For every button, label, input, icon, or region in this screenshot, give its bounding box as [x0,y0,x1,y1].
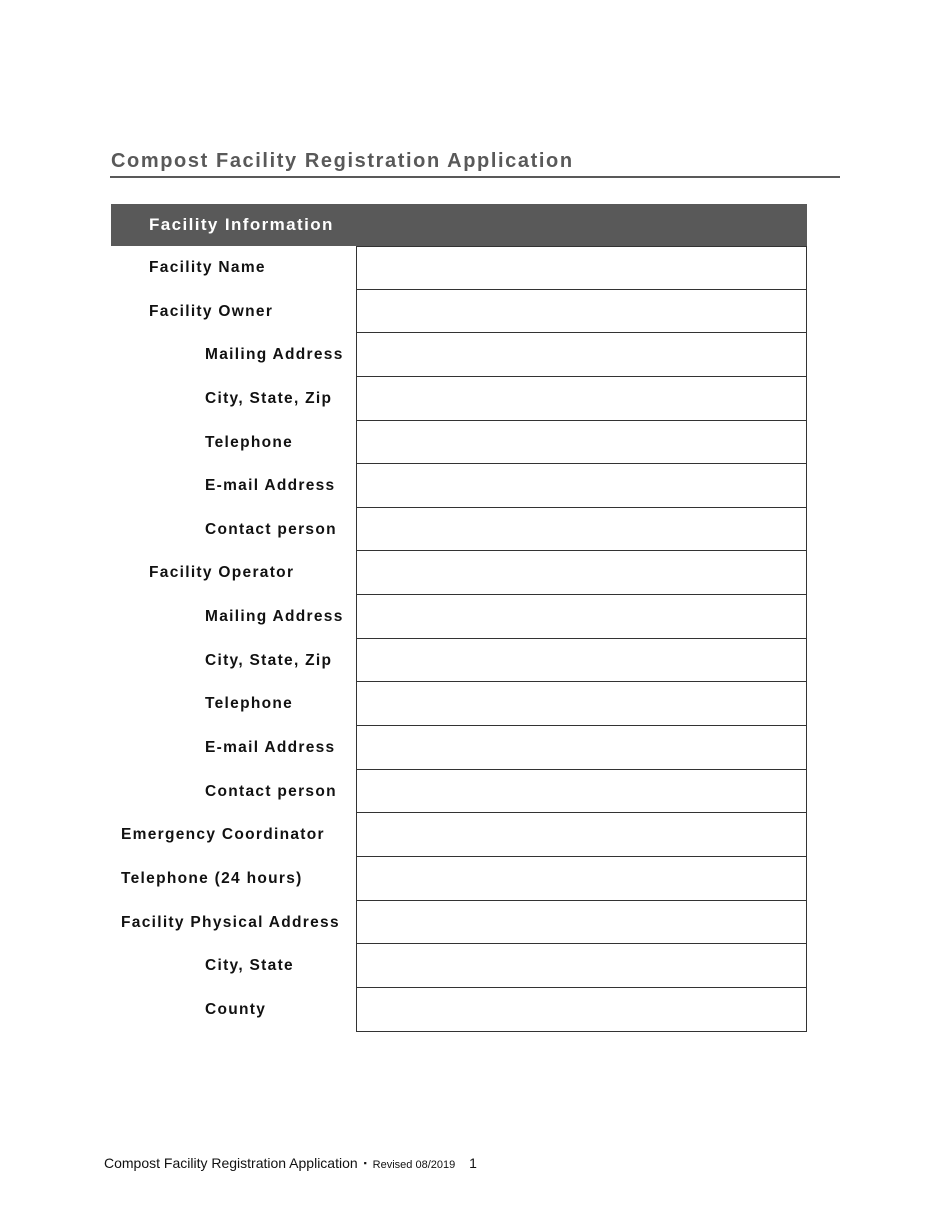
form-row [111,770,807,814]
facility-information-form [111,204,807,1032]
field-input-box[interactable] [356,333,807,377]
field-label: City, State, Zip [205,651,333,669]
field-label: Mailing Address [205,608,344,626]
form-rows [111,246,807,1032]
field-label: Telephone [205,695,294,713]
field-label: Facility Owner [149,302,274,320]
form-row [111,595,807,639]
field-input-box[interactable] [356,246,807,290]
form-row [111,639,807,683]
form-row [111,682,807,726]
title-divider [110,176,840,178]
field-label: E-mail Address [205,739,336,757]
page-number: 1 [469,1155,477,1171]
field-label: Contact person [205,782,337,800]
field-label: Contact person [205,520,337,538]
page-title: Compost Facility Registration Application [111,150,574,172]
field-input-box[interactable] [356,421,807,465]
section-header-facility-information: Facility Information [111,204,807,246]
field-input-box[interactable] [356,551,807,595]
form-row [111,944,807,988]
page-footer [104,1155,477,1171]
form-row [111,988,807,1032]
form-row [111,901,807,945]
form-row [111,333,807,377]
field-input-box[interactable] [356,595,807,639]
footer-title: Compost Facility Registration Application [104,1155,358,1171]
form-row [111,551,807,595]
field-label: Facility Name [149,259,266,276]
form-row [111,857,807,901]
field-input-box[interactable] [356,682,807,726]
field-label: City, State, Zip [205,389,333,407]
footer-revision: Revised 08/2019 [372,1159,456,1171]
form-row [111,726,807,770]
form-row [111,290,807,334]
field-input-box[interactable] [356,464,807,508]
field-label: E-mail Address [205,477,336,495]
field-input-box[interactable] [356,901,807,945]
field-label: City, State [205,957,294,975]
form-row [111,421,807,465]
field-input-box[interactable] [356,988,807,1032]
field-input-box[interactable] [356,290,807,334]
form-row [111,464,807,508]
field-label: Facility Physical Address [121,913,340,931]
field-input-box[interactable] [356,508,807,552]
field-label: Telephone (24 hours) [121,869,303,887]
field-input-box[interactable] [356,639,807,683]
field-label: Mailing Address [205,346,344,364]
form-row [111,246,807,290]
field-label: Facility Operator [149,564,295,582]
form-row [111,813,807,857]
field-input-box[interactable] [356,770,807,814]
field-input-box[interactable] [356,944,807,988]
field-input-box[interactable] [356,377,807,421]
field-label: Emergency Coordinator [121,826,325,844]
field-input-box[interactable] [356,813,807,857]
footer-separator: ▪ [363,1158,367,1168]
field-label: County [205,1000,267,1018]
form-row [111,508,807,552]
field-label: Telephone [205,433,294,451]
field-input-box[interactable] [356,857,807,901]
form-row [111,377,807,421]
field-input-box[interactable] [356,726,807,770]
